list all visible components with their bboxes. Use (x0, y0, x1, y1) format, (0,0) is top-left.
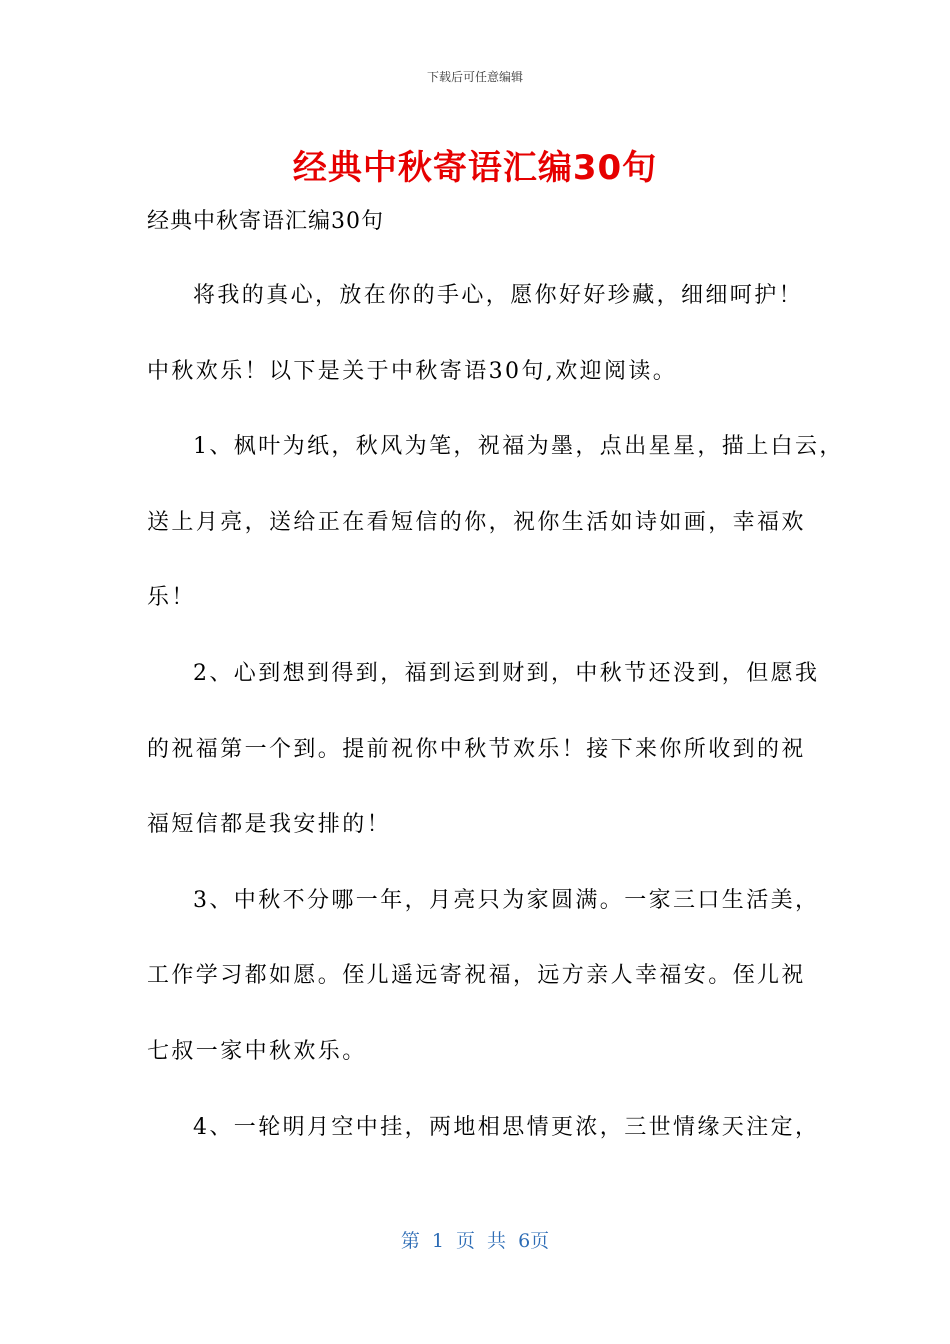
body-line: 的祝福第一个到。提前祝你中秋节欢乐！接下来你所收到的祝 (147, 736, 806, 762)
document-body (147, 276, 844, 1183)
body-line: 乐！ (147, 585, 196, 611)
body-line: 中秋欢乐！以下是关于中秋寄语30句,欢迎阅读。 (147, 358, 678, 384)
body-line: 将我的真心，放在你的手心，愿你好好珍藏，细细呵护！ (193, 283, 804, 308)
body-line: 七叔一家中秋欢乐。 (147, 1038, 367, 1064)
page-number-footer: 第 1 页 共 6页 (400, 1230, 550, 1252)
header-note: 下载后可任意编辑 (426, 70, 523, 84)
body-line: 3、中秋不分哪一年，月亮只为家圆满。一家三口生活美， (193, 887, 820, 913)
body-line: 2、心到想到得到，福到运到财到，中秋节还没到，但愿我 (193, 660, 820, 686)
body-line: 送上月亮，送给正在看短信的你，祝你生活如诗如画，幸福欢 (147, 509, 806, 535)
body-line: 工作学习都如愿。侄儿遥远寄祝福，远方亲人幸福安。侄儿祝 (147, 963, 806, 989)
document-subtitle: 经典中秋寄语汇编30句 (147, 209, 384, 234)
body-line: 4、一轮明月空中挂，两地相思情更浓，三世情缘天注定， (193, 1114, 820, 1140)
document-title: 经典中秋寄语汇编30句 (292, 148, 658, 188)
body-line: 福短信都是我安排的！ (147, 812, 392, 838)
body-line: 1、枫叶为纸，秋风为笔，祝福为墨，点出星星，描上白云， (193, 434, 844, 460)
